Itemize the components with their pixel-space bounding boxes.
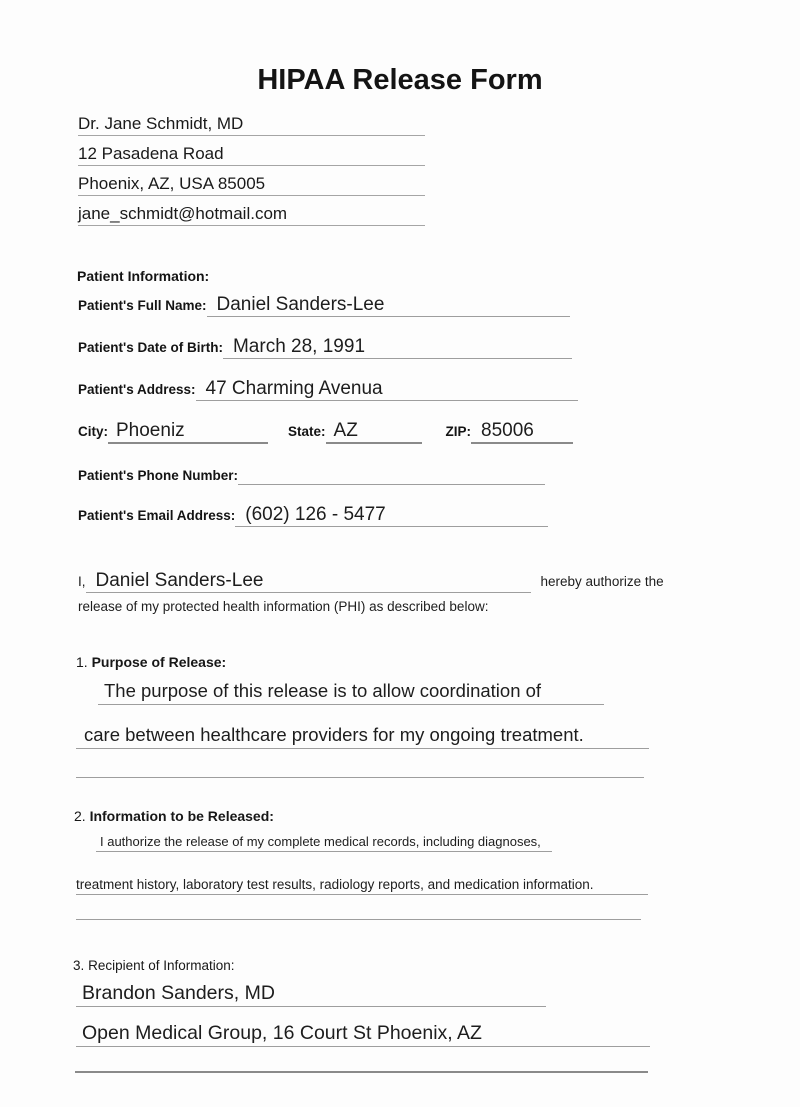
phone-label: Patient's Phone Number:: [78, 468, 238, 483]
city-state-zip-row: [78, 420, 573, 444]
recipient-number: 3.: [73, 958, 85, 973]
purpose-title: Purpose of Release:: [91, 654, 227, 670]
information-line3-field[interactable]: [76, 910, 641, 920]
city-label: City:: [78, 424, 108, 439]
provider-email-field[interactable]: jane_schmidt@hotmail.com: [78, 202, 425, 226]
full-name-row: [78, 294, 570, 317]
zip-label: ZIP:: [445, 424, 472, 439]
email-label: Patient's Email Address:: [78, 508, 236, 523]
information-line1-field[interactable]: I authorize the release of my complete medical records, including diagnoses,: [96, 833, 552, 852]
recipient-name-field[interactable]: Brandon Sanders, MD: [76, 981, 546, 1007]
purpose-line2-field[interactable]: care between healthcare providers for my ongoing treatment.: [76, 722, 649, 749]
address-field[interactable]: 47 Charming Avenua: [196, 378, 579, 401]
form-title: HIPAA Release Form: [257, 64, 543, 96]
provider-city-field[interactable]: Phoenix, AZ, USA 85005: [78, 172, 425, 196]
city-field[interactable]: Phoeniz: [108, 420, 268, 444]
provider-name-field[interactable]: Dr. Jane Schmidt, MD: [78, 112, 425, 136]
authorization-line2: release of my protected health information (PHI) as described below:: [78, 599, 489, 614]
dob-row: [78, 336, 572, 359]
authorization-row: [78, 570, 664, 593]
purpose-number: 1.: [76, 654, 88, 670]
address-label: Patient's Address:: [78, 382, 196, 397]
authorization-prefix: I,: [78, 574, 86, 589]
information-number: 2.: [74, 808, 86, 824]
email-field[interactable]: (602) 126 - 5477: [235, 504, 548, 527]
patient-info-heading: Patient Information:: [77, 268, 210, 284]
recipient-title: Recipient of Information:: [88, 958, 235, 973]
full-name-label: Patient's Full Name:: [78, 298, 207, 313]
purpose-heading: [76, 654, 226, 670]
zip-field[interactable]: 85006: [471, 420, 573, 444]
auth-name-field[interactable]: Daniel Sanders-Lee: [86, 570, 531, 593]
provider-block: [78, 112, 425, 232]
dob-label: Patient's Date of Birth:: [78, 340, 223, 355]
phone-row: [78, 466, 545, 485]
recipient-line3-field[interactable]: [75, 1063, 648, 1073]
state-field[interactable]: AZ: [326, 420, 422, 444]
address-row: [78, 378, 578, 401]
information-title: Information to be Released:: [89, 808, 274, 824]
phone-field[interactable]: [238, 466, 545, 485]
purpose-line3-field[interactable]: [76, 768, 644, 778]
purpose-line1-field[interactable]: The purpose of this release is to allow coordination of: [98, 678, 604, 705]
dob-field[interactable]: March 28, 1991: [223, 336, 572, 359]
state-label: State:: [288, 424, 326, 439]
information-line2-field[interactable]: treatment history, laboratory test results, radiology reports, and medication information.: [76, 876, 648, 895]
information-heading: [74, 808, 274, 824]
full-name-field[interactable]: Daniel Sanders-Lee: [207, 294, 571, 317]
recipient-org-field[interactable]: Open Medical Group, 16 Court St Phoenix, AZ: [76, 1021, 650, 1047]
email-row: [78, 504, 548, 527]
authorization-suffix: hereby authorize the: [540, 574, 664, 589]
recipient-heading: [73, 957, 234, 973]
provider-street-field[interactable]: 12 Pasadena Road: [78, 142, 425, 166]
